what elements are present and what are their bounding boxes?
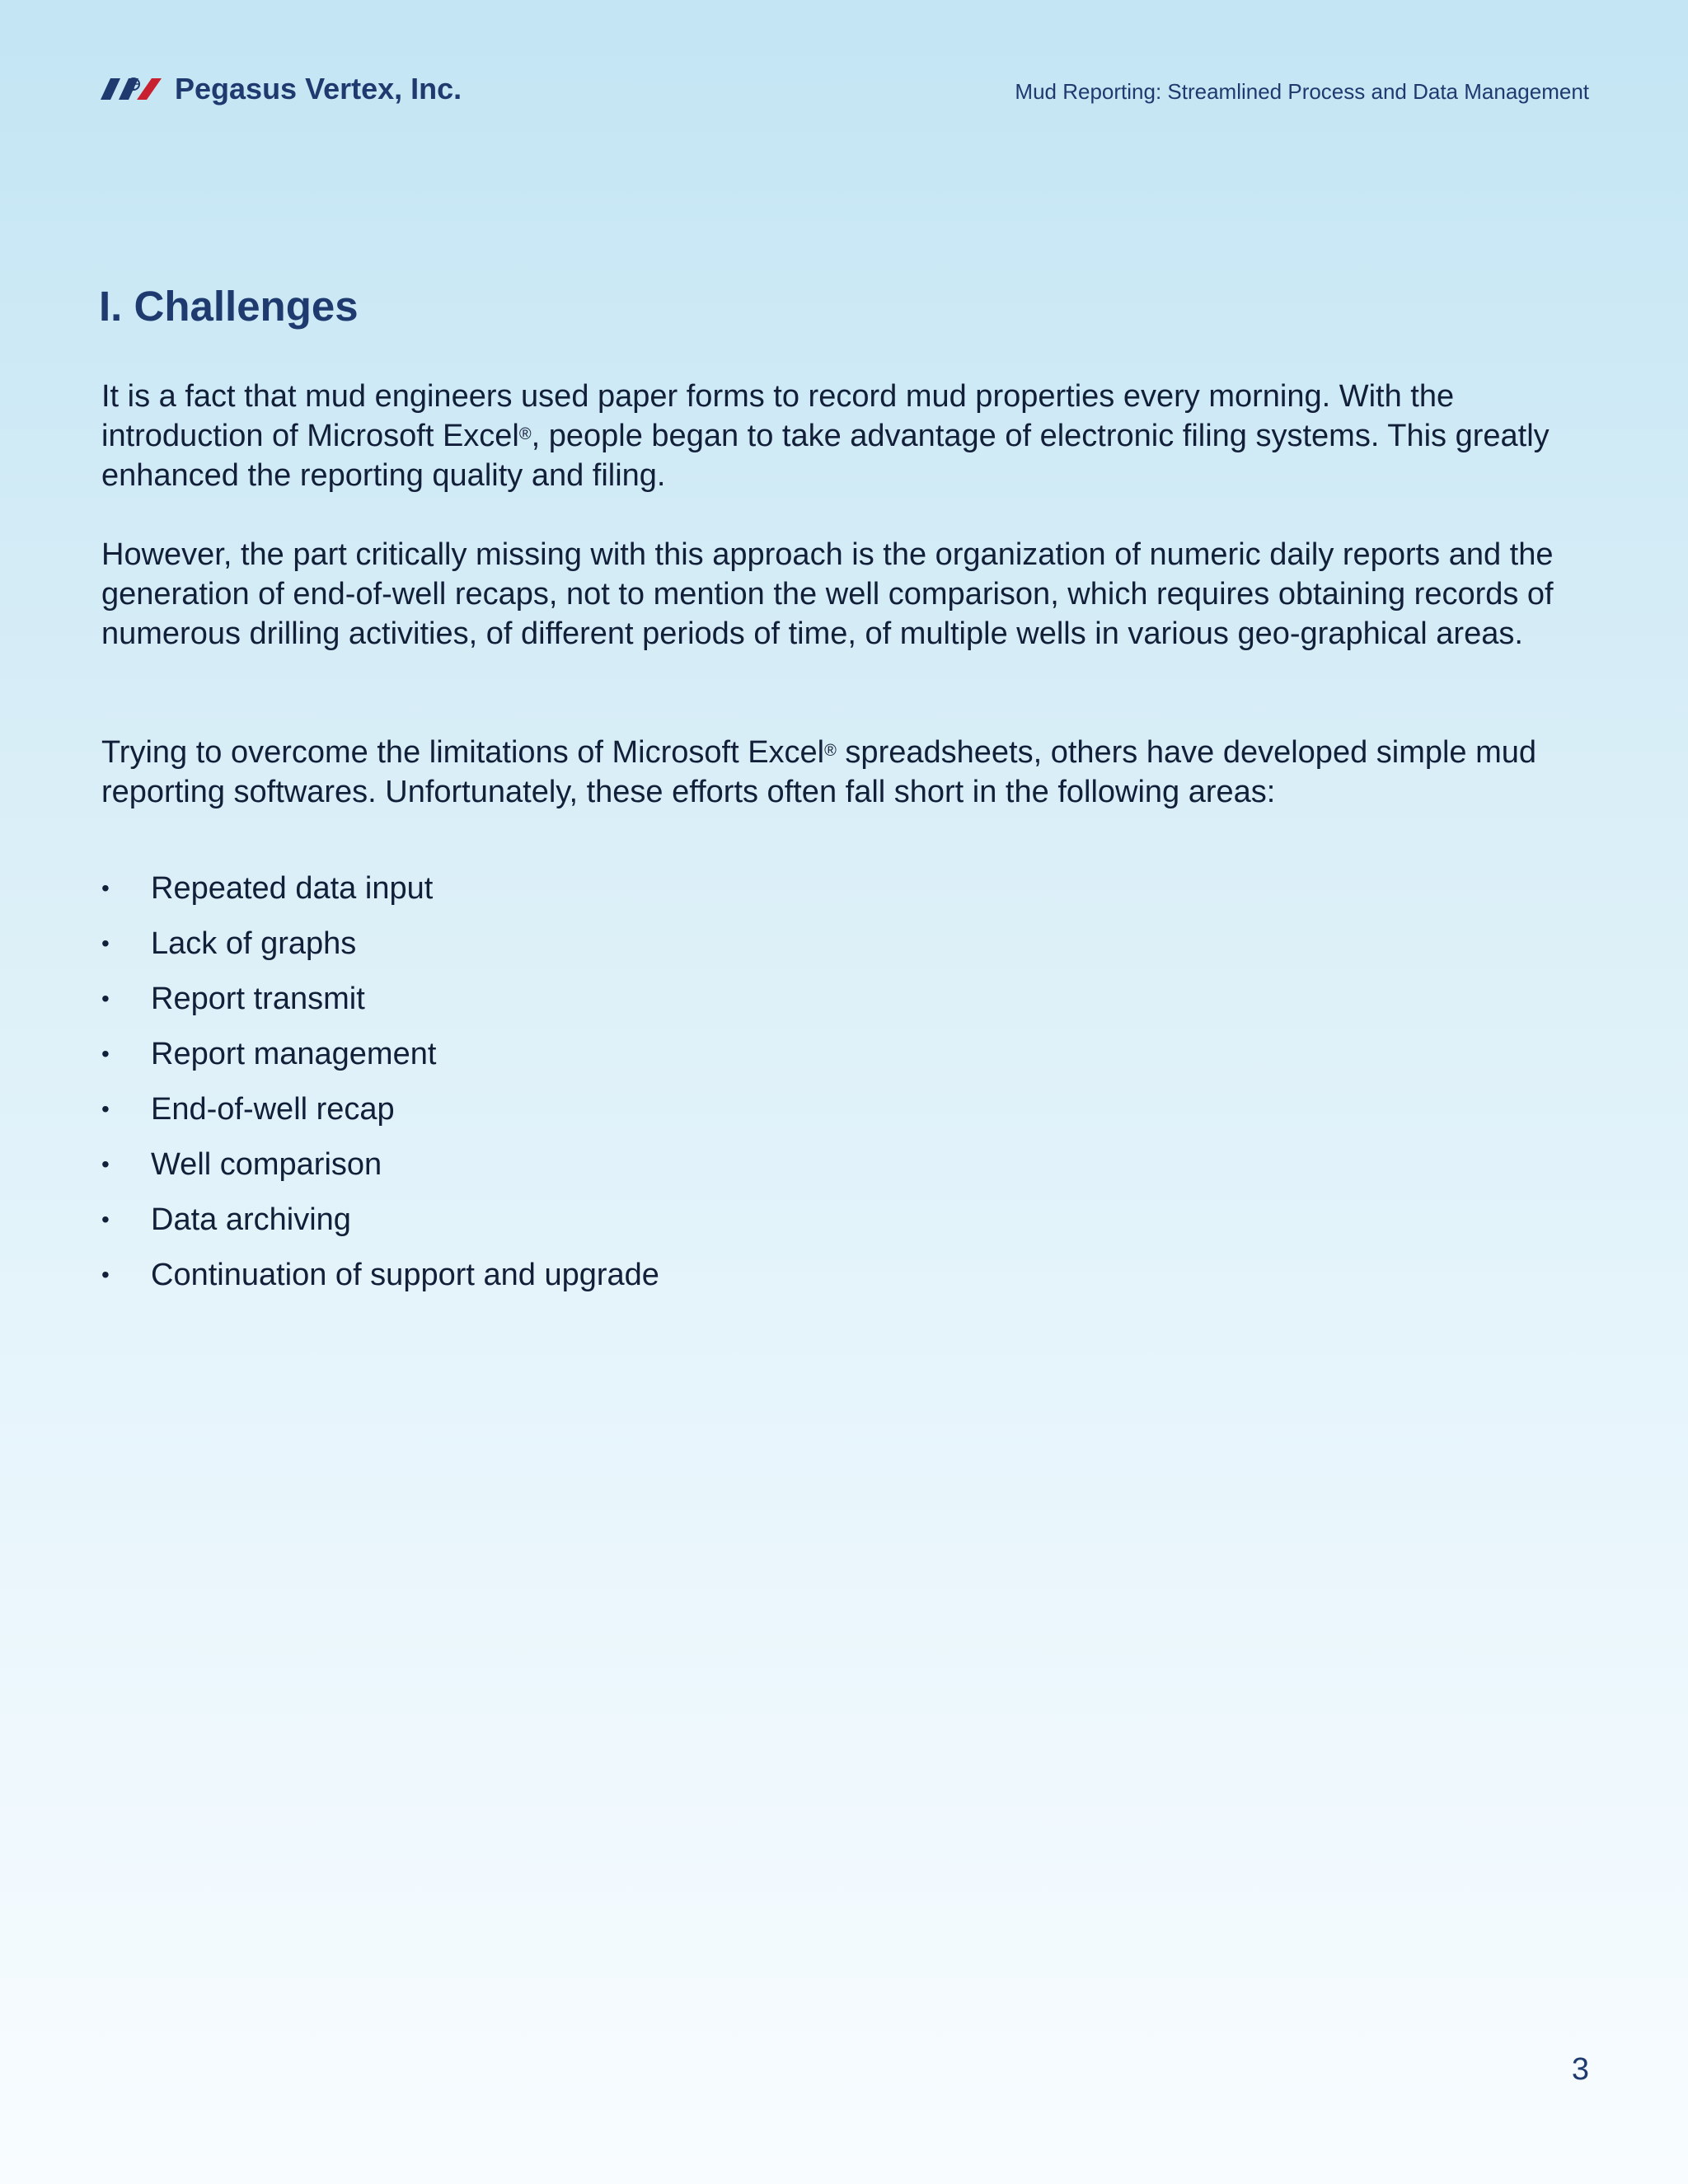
list-item: [101, 1086, 659, 1141]
list-item: [101, 1031, 659, 1086]
bullet-icon: •: [101, 1207, 110, 1232]
bullet-icon: •: [101, 986, 110, 1011]
bullet-icon: •: [101, 1041, 110, 1066]
list-item-text: Data archiving: [151, 1202, 351, 1237]
company-logo: [99, 71, 462, 107]
list-item-text: End-of-well recap: [151, 1092, 395, 1127]
list-item-text: Well comparison: [151, 1147, 382, 1182]
page-number: 3: [1571, 2052, 1589, 2087]
list-item: [101, 976, 659, 1031]
list-item: [101, 1197, 659, 1252]
paragraph-text: , people began to take advantage of electronic filing systems. This greatly enhanced the reporting quality and filing.: [101, 419, 1550, 493]
list-item-text: Lack of graphs: [151, 926, 357, 961]
list-item-text: Report transmit: [151, 982, 365, 1016]
list-item: [101, 865, 659, 921]
pegasus-vertex-logo-icon: [99, 75, 163, 103]
list-item: [101, 1141, 659, 1197]
paragraph-text: It is a fact that mud engineers used paper forms to record mud properties every morning. With the introduction of Microsoft Excel: [101, 379, 1455, 453]
bullet-icon: •: [101, 875, 110, 901]
paragraph-intro: [101, 377, 1593, 495]
document-title: Mud Reporting: Streamlined Process and Data Management: [1015, 79, 1589, 104]
list-item-text: Continuation of support and upgrade: [151, 1258, 659, 1292]
bullet-icon: •: [101, 1262, 110, 1287]
paragraph-text: spreadsheets, others have developed simple mud reporting softwares. Unfortunately, these efforts often fall short in the following areas:: [101, 735, 1537, 809]
bullet-icon: •: [101, 1096, 110, 1122]
section-heading: I. Challenges: [99, 283, 359, 330]
bullet-icon: •: [101, 1151, 110, 1177]
list-item: [101, 921, 659, 976]
registered-mark: ®: [518, 425, 532, 443]
company-name: Pegasus Vertex, Inc.: [175, 72, 462, 105]
list-item-text: Repeated data input: [151, 871, 434, 906]
paragraph-text: Trying to overcome the limitations of Microsoft Excel: [101, 735, 825, 770]
paragraph-missing: However, the part critically missing with this approach is the organization of numeric daily reports and the generation of end-of-well recaps, not to mention the well comparison, which requires obtaining records of numerous drilling activities, of different periods of time, of multiple wells in various geo-graphical areas.: [101, 537, 1554, 651]
registered-mark: ®: [824, 742, 837, 760]
bullet-icon: •: [101, 930, 110, 956]
list-item-text: Report management: [151, 1037, 437, 1071]
paragraph-limitations: [101, 733, 1593, 812]
list-item: [101, 1252, 659, 1307]
challenges-list: [101, 865, 659, 1307]
